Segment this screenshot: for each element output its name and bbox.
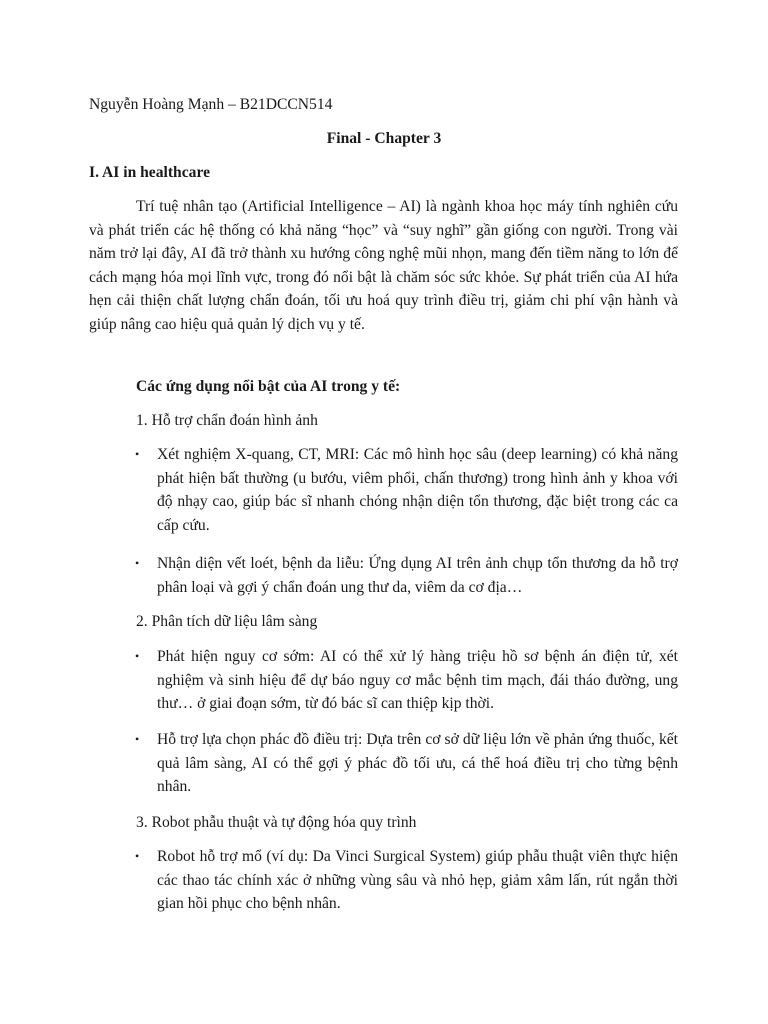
section-heading: I. AI in healthcare <box>89 164 211 181</box>
bullet-text: Xét nghiệm X-quang, CT, MRI: Các mô hình học sâu (deep learning) có khả năng phát hiện bất thường (u bướu, viêm phổi, chấn thương) trong hình ảnh y khoa với độ nhạy cao, giúp bác sĩ nhanh chóng nhận diện tổn thương, đặc biệt trong các ca cấp cứu. <box>157 446 678 534</box>
bullet-item <box>135 728 678 799</box>
intro-paragraph: Trí tuệ nhân tạo (Artificial Intelligence – AI) là ngành khoa học máy tính nghiên cứu và phát triển các hệ thống có khả năng “học” và “suy nghĩ” gần giống con người. Trong vài năm trở lại đây, AI đã trở thành xu hướng công nghệ mũi nhọn, mang đến tiềm năng to lớn để cách mạng hóa mọi lĩnh vực, trong đó nổi bật là chăm sóc sức khỏe. Sự phát triển của AI hứa hẹn cải thiện chất lượng chẩn đoán, tối ưu hoá quy trình điều trị, giảm chi phí vận hành và giúp nâng cao hiệu quả quản lý dịch vụ y tế. <box>89 198 678 333</box>
bullet-item <box>135 552 678 599</box>
bullet-item <box>135 443 678 537</box>
bullet-text: Hỗ trợ lựa chọn phác đồ điều trị: Dựa trên cơ sở dữ liệu lớn về phản ứng thuốc, kết quả lâm sàng, AI có thể gợi ý phác đồ tối ưu, cá thể hoá điều trị cho từng bệnh nhân. <box>157 731 678 796</box>
bullet-icon: • <box>135 649 140 663</box>
author-line: Nguyễn Hoàng Mạnh – B21DCCN514 <box>89 96 333 113</box>
subsection-heading-3: 3. Robot phẫu thuật và tự động hóa quy trình <box>136 814 417 831</box>
document-title: Final - Chapter 3 <box>326 130 442 147</box>
bullet-icon: • <box>135 447 140 461</box>
bullet-icon: • <box>135 732 140 746</box>
subsection-heading-1: 1. Hỗ trợ chẩn đoán hình ảnh <box>136 412 318 429</box>
bullet-item <box>135 845 678 916</box>
bullet-text: Phát hiện nguy cơ sớm: AI có thể xử lý hàng triệu hồ sơ bệnh án điện tử, xét nghiệm và sinh hiệu để dự báo nguy cơ mắc bệnh tim mạch, đái tháo đường, ung thư… ở giai đoạn sớm, từ đó bác sĩ can thiệp kịp thời. <box>157 648 678 713</box>
bullet-text: Nhận diện vết loét, bệnh da liễu: Ứng dụng AI trên ảnh chụp tổn thương da hỗ trợ phân loại và gợi ý chẩn đoán ung thư da, viêm da cơ địa… <box>157 555 678 596</box>
bullet-text: Robot hỗ trợ mổ (ví dụ: Da Vinci Surgical System) giúp phẫu thuật viên thực hiện các thao tác chính xác ở những vùng sâu và nhỏ hẹp, giảm xâm lấn, rút ngắn thời gian hồi phục cho bệnh nhân. <box>157 848 678 913</box>
subsection-heading-2: 2. Phân tích dữ liệu lâm sàng <box>136 613 318 630</box>
bullet-icon: • <box>135 849 140 863</box>
bullet-icon: • <box>135 556 140 570</box>
applications-heading: Các ứng dụng nổi bật của AI trong y tế: <box>136 378 401 395</box>
bullet-item <box>135 645 678 716</box>
